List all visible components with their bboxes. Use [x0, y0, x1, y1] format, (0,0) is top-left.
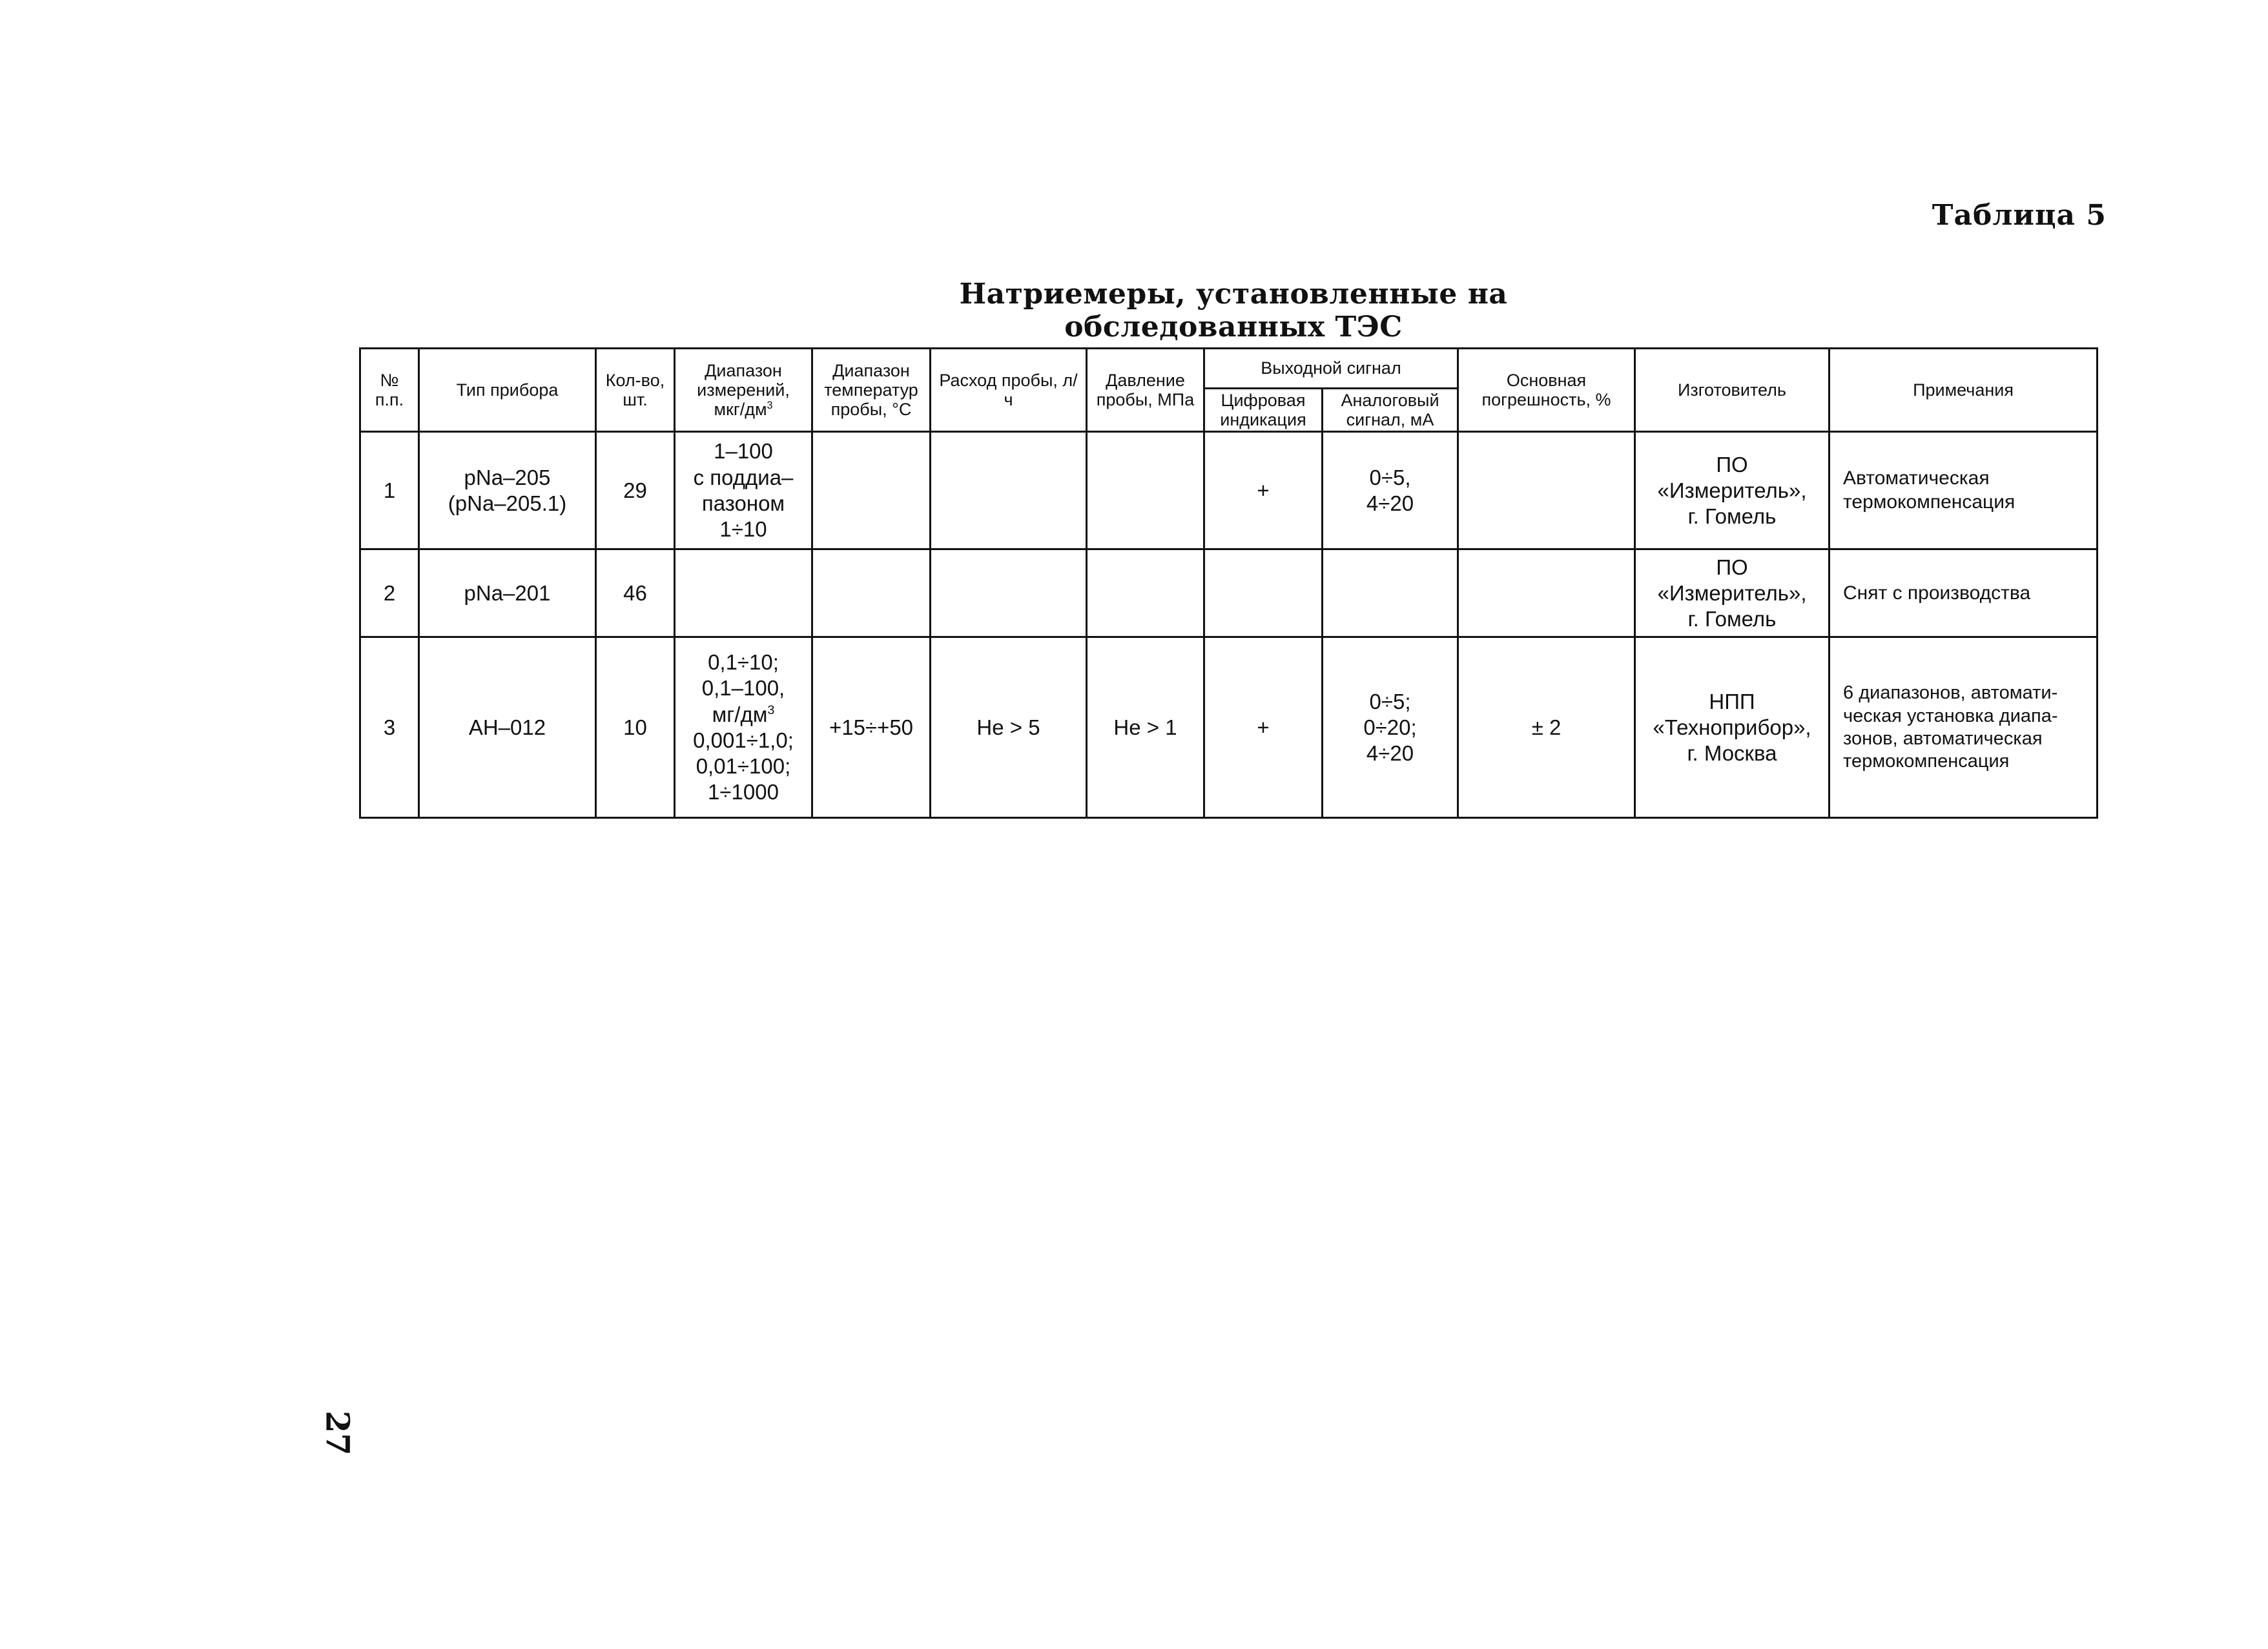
cell-type: АН–012	[419, 637, 596, 818]
header-flow: Расход пробы, л/ч	[931, 349, 1087, 432]
cell-line: 0÷5,	[1369, 465, 1411, 489]
table-row	[360, 432, 2098, 549]
cell-num: 2	[360, 549, 419, 637]
cell-error	[1458, 549, 1635, 637]
cell-line: 0,1–100,	[701, 676, 785, 701]
cell-line: зонов, автоматическая	[1843, 728, 2043, 749]
cell-pressure	[1087, 549, 1204, 637]
cell-line: «Измеритель»,	[1657, 478, 1807, 502]
cell-line-sup: 3	[767, 702, 775, 717]
cell-line: с поддиа–	[693, 465, 794, 489]
header-output: Выходной сигнал	[1204, 349, 1458, 389]
cell-flow	[931, 432, 1087, 549]
cell-line: термокомпенсация	[1843, 751, 2010, 772]
cell-line: пазоном	[701, 491, 785, 515]
cell-line: (pNa–205.1)	[448, 491, 567, 515]
cell-line: «Измеритель»,	[1657, 580, 1807, 605]
cell-line: 0,001÷1,0;	[693, 728, 794, 752]
cell-line: 0,01÷100;	[696, 754, 791, 779]
cell-notes: Снят с производства	[1830, 549, 2098, 637]
cell-maker	[1635, 549, 1830, 637]
cell-notes	[1830, 432, 2098, 549]
cell-num: 3	[360, 637, 419, 818]
cell-line: 4÷20	[1366, 491, 1414, 515]
cell-range	[675, 549, 812, 637]
table-label: Таблица 5	[1932, 199, 2107, 232]
cell-type: pNa–201	[419, 549, 596, 637]
cell-flow	[931, 549, 1087, 637]
cell-pressure	[1087, 432, 1204, 549]
header-maker: Изготовитель	[1635, 349, 1830, 432]
cell-line: «Технoприбор»,	[1653, 715, 1811, 739]
cell-line: термокомпенсация	[1843, 491, 2015, 513]
header-analog: Аналоговый сигнал, мА	[1323, 389, 1458, 432]
table-row	[360, 637, 2098, 818]
cell-pressure: Не > 1	[1087, 637, 1204, 818]
header-range	[675, 349, 812, 432]
header-qty: Кол-во, шт.	[596, 349, 675, 432]
cell-line: 4÷20	[1366, 741, 1414, 766]
cell-notes	[1830, 637, 2098, 818]
cell-error	[1458, 432, 1635, 549]
header-num: № п.п.	[360, 349, 419, 432]
cell-line: г. Гомель	[1687, 607, 1777, 631]
cell-line: г. Гомель	[1687, 504, 1777, 529]
table-title: Натриемеры, установленные на обследованных ТЭС	[959, 278, 1508, 343]
cell-line: 6 диапазонов, автомати-	[1843, 682, 2058, 704]
page-number: 27	[318, 1410, 357, 1456]
cell-line: 0,1÷10;	[708, 650, 779, 675]
header-range-text: Диапазон измерений, мкг/дм	[697, 360, 790, 420]
header-error: Основная погрешность, %	[1458, 349, 1635, 432]
cell-line: 0÷5;	[1369, 689, 1411, 713]
header-digital: Цифровая индикация	[1204, 389, 1323, 432]
cell-temp	[812, 432, 931, 549]
header-temp: Диапазон температур пробы, °С	[812, 349, 931, 432]
cell-line: г. Москва	[1687, 741, 1777, 766]
cell-temp: +15÷+50	[812, 637, 931, 818]
cell-line: 1÷10	[719, 517, 767, 542]
cell-line: pNa–205	[464, 465, 551, 489]
cell-digital	[1204, 549, 1323, 637]
cell-digital: +	[1204, 432, 1323, 549]
cell-analog	[1323, 637, 1458, 818]
cell-line: Автоматическая	[1843, 467, 1990, 489]
cell-line: ПО	[1716, 452, 1748, 476]
cell-num: 1	[360, 432, 419, 549]
header-notes: Примечания	[1830, 349, 2098, 432]
cell-range	[675, 637, 812, 818]
cell-error: ± 2	[1458, 637, 1635, 818]
cell-digital: +	[1204, 637, 1323, 818]
cell-line: 1÷1000	[708, 780, 779, 804]
cell-line: ческая установка диапа-	[1843, 705, 2058, 726]
cell-line	[679, 702, 807, 728]
cell-maker	[1635, 637, 1830, 818]
cell-maker	[1635, 432, 1830, 549]
cell-qty: 29	[596, 432, 675, 549]
cell-flow: Не > 5	[931, 637, 1087, 818]
table-row	[360, 549, 2098, 637]
header-pressure: Давление пробы, МПа	[1087, 349, 1204, 432]
cell-line-text: мг/дм	[712, 702, 768, 726]
cell-analog	[1323, 549, 1458, 637]
header-type: Тип прибора	[419, 349, 596, 432]
cell-qty: 10	[596, 637, 675, 818]
cell-line: НПП	[1709, 689, 1755, 713]
cell-type	[419, 432, 596, 549]
cell-line: 1–100	[714, 439, 773, 464]
header-range-sup: 3	[767, 400, 773, 412]
cell-qty: 46	[596, 549, 675, 637]
header-row	[360, 349, 2098, 389]
cell-temp	[812, 549, 931, 637]
cell-line: 0÷20;	[1363, 715, 1417, 739]
cell-line: ПО	[1716, 555, 1748, 579]
cell-range	[675, 432, 812, 549]
cell-analog	[1323, 432, 1458, 549]
sodium-meters-table	[359, 347, 2098, 819]
